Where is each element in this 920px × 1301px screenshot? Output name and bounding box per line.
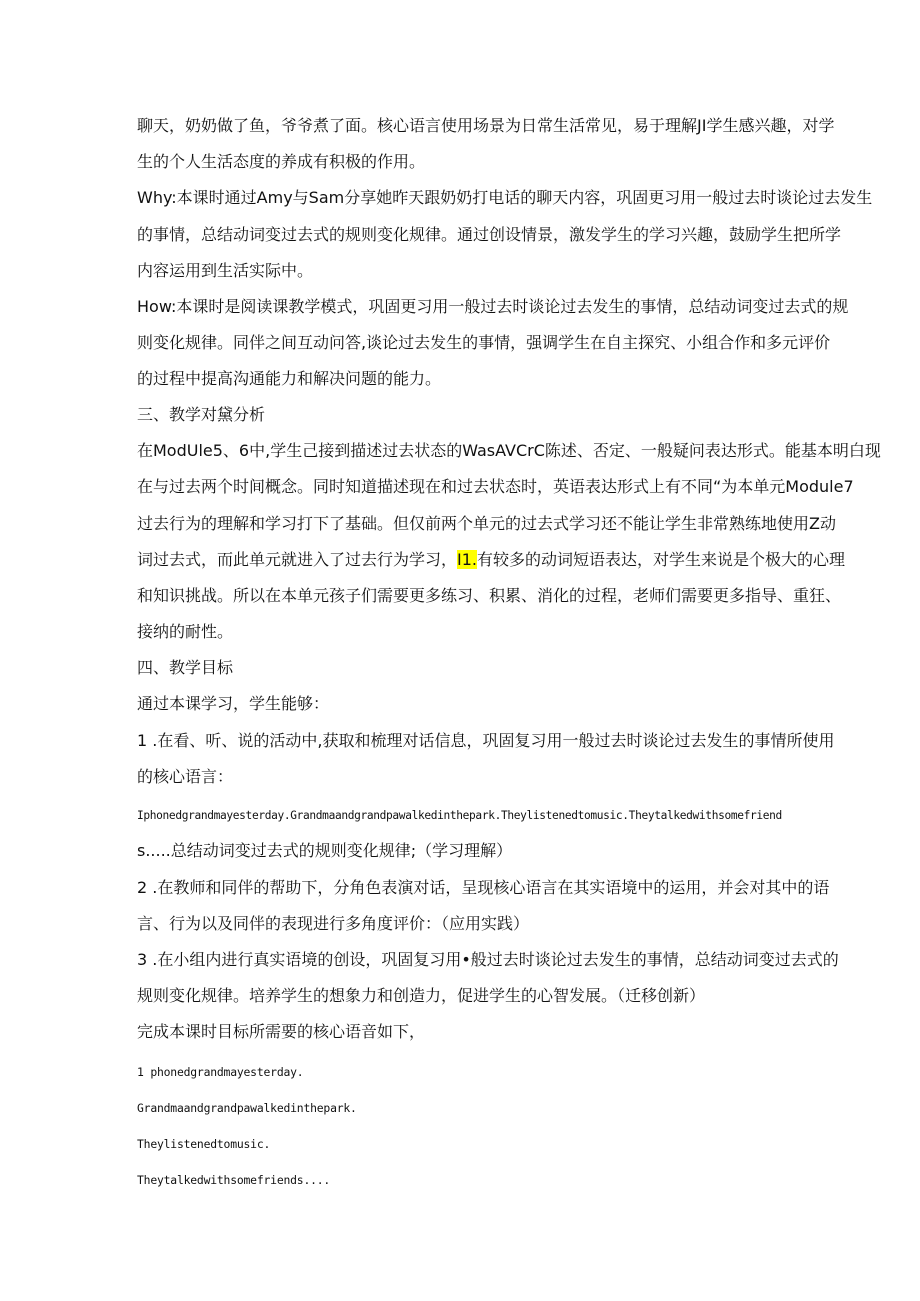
line-suffix-text: 有较多的动词短语表达，对学生来说是个极大的心理: [477, 550, 846, 569]
goal-item-1-line: 的核心语言：: [137, 767, 234, 786]
goal-item-1-line: s.....总结动词变过去式的规则变化规律;（学习理解）: [137, 841, 513, 860]
how-paragraph-line: 的过程中提高沟通能力和解决问题的能力。: [137, 369, 442, 388]
goal-item-1-line: 1 .在看、听、说的活动中,获取和梳理对话信息，巩固复习用一般过去时谈论过去发生的事情所使用: [137, 731, 835, 750]
line-prefix-text: 词过去式，而此单元就进入了过去行为学习，: [137, 550, 458, 569]
analysis-paragraph-line: 过去行为的理解和学习打下了基础。但仅前两个单元的过去式学习还不能让学生非常熟练地使用Z动: [137, 514, 836, 533]
analysis-paragraph-line: 在与过去两个时间概念。同时知道描述现在和过去状态时，英语表达形式上有不同“为本单元Module7: [137, 477, 854, 496]
core-language-intro-line: 完成本课时目标所需要的核心语音如下，: [137, 1022, 426, 1041]
core-language-sentence: Theytalkedwithsomefriends....: [137, 1173, 331, 1187]
highlighted-text: I1.: [457, 550, 477, 569]
analysis-paragraph-line: 在ModUle5、6中,学生己接到描述过去状态的WasAVCrC陈述、否定、一般疑问表达形式。能基本明白现: [137, 441, 881, 460]
goal-item-2-line: 言、行为以及同伴的表现进行多角度评价：（应用实践）: [137, 914, 530, 933]
analysis-paragraph-line: 接纳的耐性。: [137, 622, 234, 641]
analysis-paragraph-line: 和知识挑战。所以在本单元孩子们需要更多练习、积累、消化的过程，老师们需要更多指导、重狂、: [137, 586, 842, 605]
paragraph-line: 聊天，奶奶做了鱼，爷爷煮了面。核心语言使用场景为日常生活常见，易于理解JI学生感兴趣，对学: [137, 116, 835, 135]
how-paragraph-line: 则变化规律。同伴之间互动问答,谈论过去发生的事情，强调学生在自主探究、小组合作和多元评价: [137, 333, 831, 352]
core-language-sentence: Grandmaandgrandpawalkedinthepark.: [137, 1101, 357, 1115]
why-paragraph-line: 的事情，总结动词变过去式的规则变化规律。通过创设情景，激发学生的学习兴趣，鼓励学生把所学: [137, 225, 842, 244]
why-paragraph-line: Why:本课时通过Amy与Sam分享她昨天跟奶奶打电话的聊天内容，巩固更习用一般过去时谈论过去发生: [137, 188, 873, 207]
goal-item-2-line: 2 .在教师和同伴的帮助下，分角色表演对话，呈现核心语言在其实语境中的运用，并会对其中的语: [137, 878, 830, 897]
analysis-paragraph-line: [137, 550, 882, 570]
goal-item-3-line: 规则变化规律。培养学生的想象力和创造力，促进学生的心智发展。（迁移创新）: [137, 986, 706, 1005]
core-language-sentence: Theylistenedtomusic.: [137, 1137, 271, 1151]
goals-intro-line: 通过本课学习，学生能够：: [137, 694, 330, 713]
paragraph-line: 生的个人生活态度的养成有积极的作用。: [137, 152, 426, 171]
core-language-sentence: 1 phonedgrandmayesterday.: [137, 1065, 304, 1079]
section-heading-4: 四、教学目标: [137, 658, 234, 677]
section-heading-3: 三、教学对黛分析: [137, 405, 266, 424]
goal-item-3-line: 3 .在小组内进行真实语境的创设，巩固复习用•般过去时谈论过去发生的事情，总结动词变过去式的: [137, 950, 839, 969]
goal-item-1-english-line: Iphonedgrandmayesterday.Grandmaandgrandpawalkedinthepark.Theylistenedtomusic.Theytalkedwithsomefriend: [137, 809, 782, 822]
how-paragraph-line: How:本课时是阅读课教学模式，巩固更习用一般过去时谈论过去发生的事情，总结动词变过去式的规: [137, 297, 849, 316]
why-paragraph-line: 内容运用到生活实际中。: [137, 261, 314, 280]
